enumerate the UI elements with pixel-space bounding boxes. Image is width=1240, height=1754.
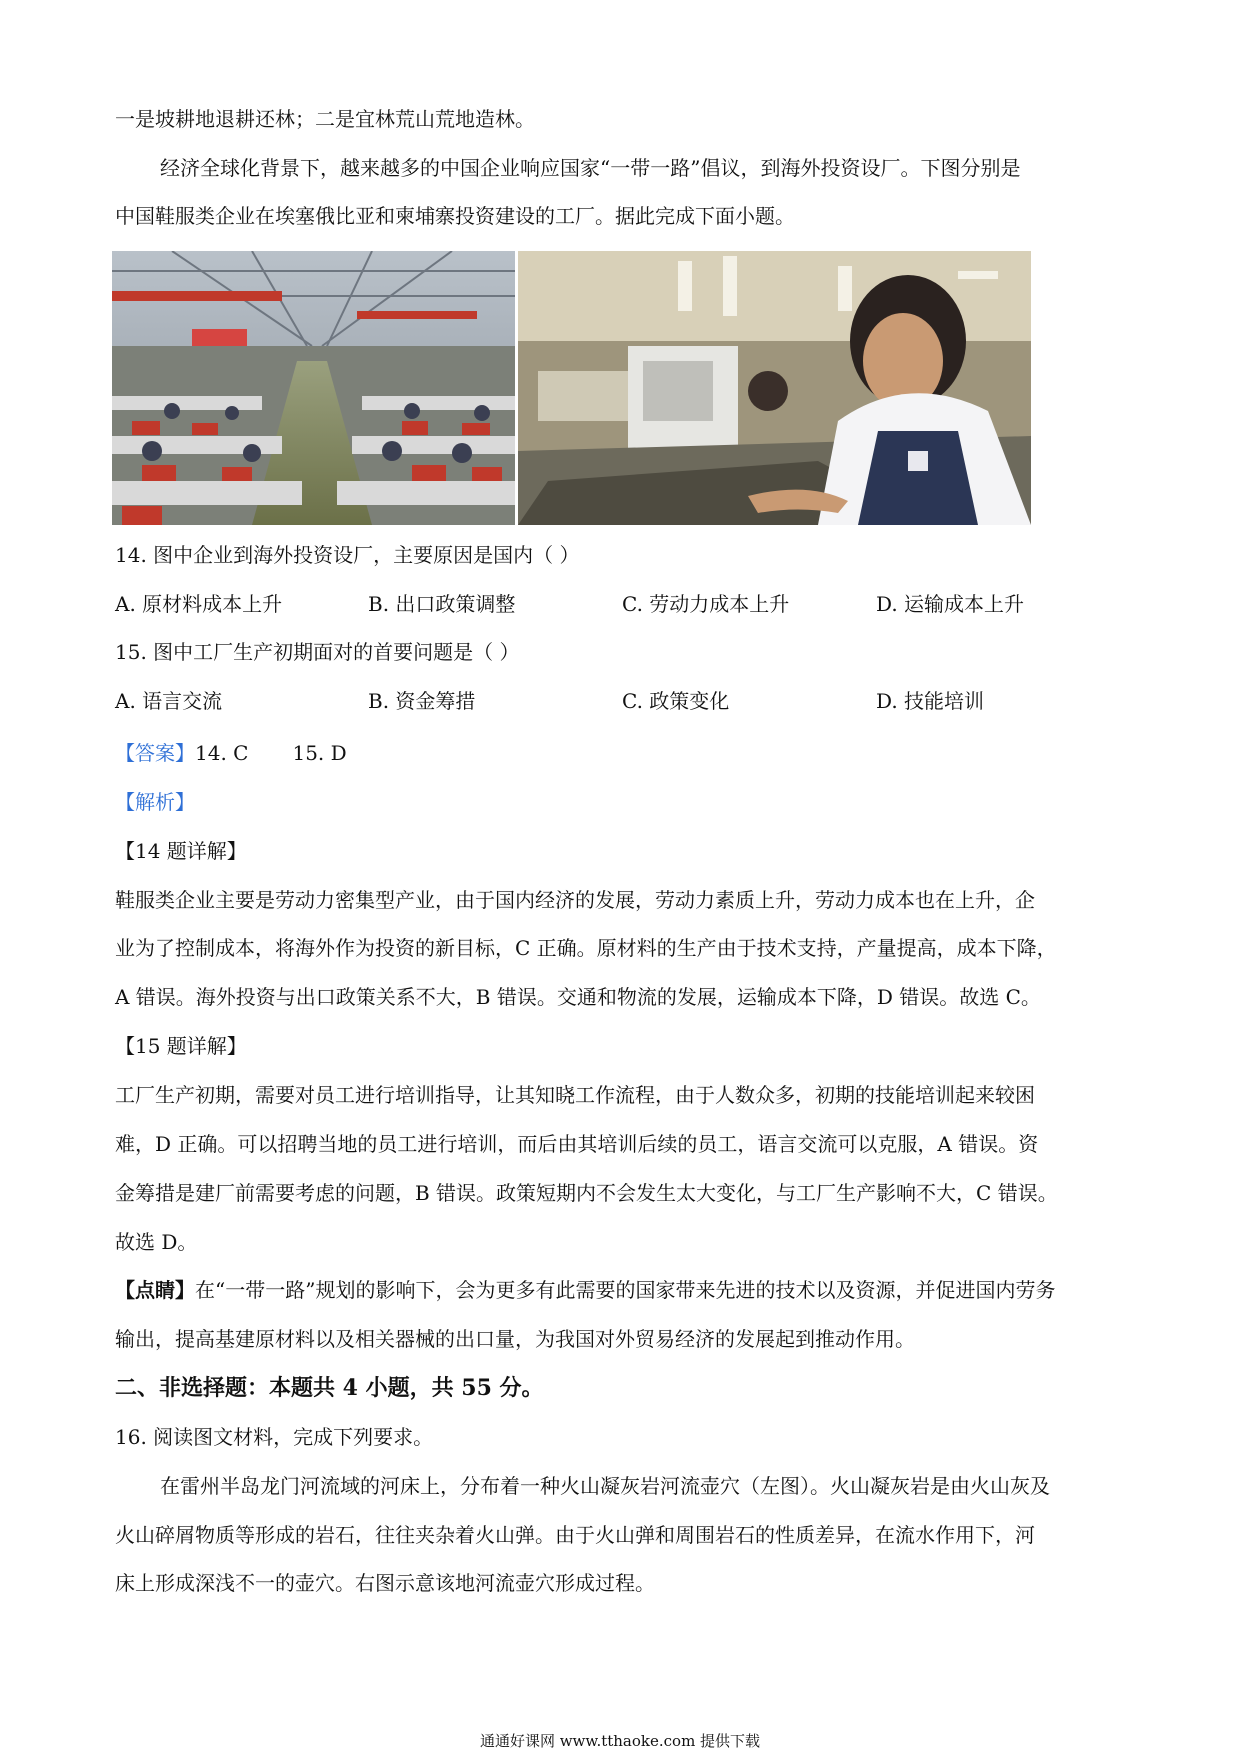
q16-material-line-2: 火山碎屑物质等形成的岩石，往往夹杂着火山弹。由于火山弹和周围岩石的性质差异，在流水作用下，河 (115, 1523, 1035, 1547)
answer-15: 15. D (292, 741, 347, 765)
tip-label: 【点睛】 (115, 1278, 195, 1302)
ethiopia-factory-photo (112, 251, 515, 525)
detail-15-line-3: 金筹措是建厂前需要考虑的问题，B 错误。政策短期内不会发生太大变化，与工厂生产影响不大，C 错误。 (115, 1181, 1058, 1205)
tip-line-2: 输出，提高基建原材料以及相关器械的出口量，为我国对外贸易经济的发展起到推动作用。 (115, 1327, 915, 1351)
detail-14-label: 【14 题详解】 (115, 839, 247, 863)
intro-line-1: 经济全球化背景下，越来越多的中国企业响应国家“一带一路”倡议，到海外投资设厂。下图分别是 (160, 156, 1021, 180)
q15-option-d: D. 技能培训 (876, 689, 985, 713)
detail-15-line-1: 工厂生产初期，需要对员工进行培训指导，让其知晓工作流程，由于人数众多，初期的技能培训起来较困 (115, 1083, 1035, 1107)
q15-option-b: B. 资金筹措 (368, 689, 476, 713)
line-1: 一是坡耕地退耕还林；二是宜林荒山荒地造林。 (115, 107, 535, 131)
detail-15-line-2: 难，D 正确。可以招聘当地的员工进行培训，而后由其培训后续的员工，语言交流可以克服，A 错误。资 (115, 1132, 1039, 1156)
analysis-label: 【解析】 (115, 790, 195, 814)
q14-option-c: C. 劳动力成本上升 (622, 592, 790, 616)
detail-14-line-2: 业为了控制成本，将海外作为投资的新目标，C 正确。原材料的生产由于技术支持，产量提高，成本下降， (115, 936, 1057, 960)
q14-option-b: B. 出口政策调整 (368, 592, 516, 616)
answer-label: 【答案】 (115, 741, 195, 765)
section-2-heading: 二、非选择题：本题共 4 小题，共 55 分。 (115, 1375, 544, 1401)
tip-line-1 (115, 1277, 1055, 1303)
tip-text-1: 在“一带一路”规划的影响下，会为更多有此需要的国家带来先进的技术以及资源，并促进国内劳务 (195, 1278, 1056, 1302)
cambodia-worker-photo (518, 251, 1031, 525)
detail-15-label: 【15 题详解】 (115, 1034, 247, 1058)
q16-material-line-1: 在雷州半岛龙门河流域的河床上，分布着一种火山凝灰岩河流壶穴（左图）。火山凝灰岩是由火山灰及 (160, 1474, 1050, 1498)
detail-14-line-1: 鞋服类企业主要是劳动力密集型产业，由于国内经济的发展，劳动力素质上升，劳动力成本也在上升，企 (115, 888, 1035, 912)
question-16: 16. 阅读图文材料，完成下列要求。 (115, 1425, 434, 1449)
page-footer: 通通好课网 www.tthaoke.com 提供下载 (479, 1732, 761, 1750)
intro-line-2: 中国鞋服类企业在埃塞俄比亚和柬埔寨投资建设的工厂。据此完成下面小题。 (115, 204, 795, 228)
q14-option-d: D. 运输成本上升 (876, 592, 1025, 616)
q14-option-a: A. 原材料成本上升 (115, 592, 283, 616)
answer-14: 14. C (195, 741, 249, 765)
detail-14-line-3: A 错误。海外投资与出口政策关系不大，B 错误。交通和物流的发展，运输成本下降，D 错误。故选 C。 (115, 985, 1041, 1009)
q15-option-c: C. 政策变化 (622, 689, 730, 713)
question-14: 14. 图中企业到海外投资设厂，主要原因是国内（ ） (115, 543, 580, 567)
answer-line (115, 740, 347, 766)
detail-15-line-4: 故选 D。 (115, 1230, 198, 1254)
q15-option-a: A. 语言交流 (115, 689, 223, 713)
question-15: 15. 图中工厂生产初期面对的首要问题是（ ） (115, 640, 520, 664)
q16-material-line-3: 床上形成深浅不一的壶穴。右图示意该地河流壶穴形成过程。 (115, 1571, 655, 1595)
